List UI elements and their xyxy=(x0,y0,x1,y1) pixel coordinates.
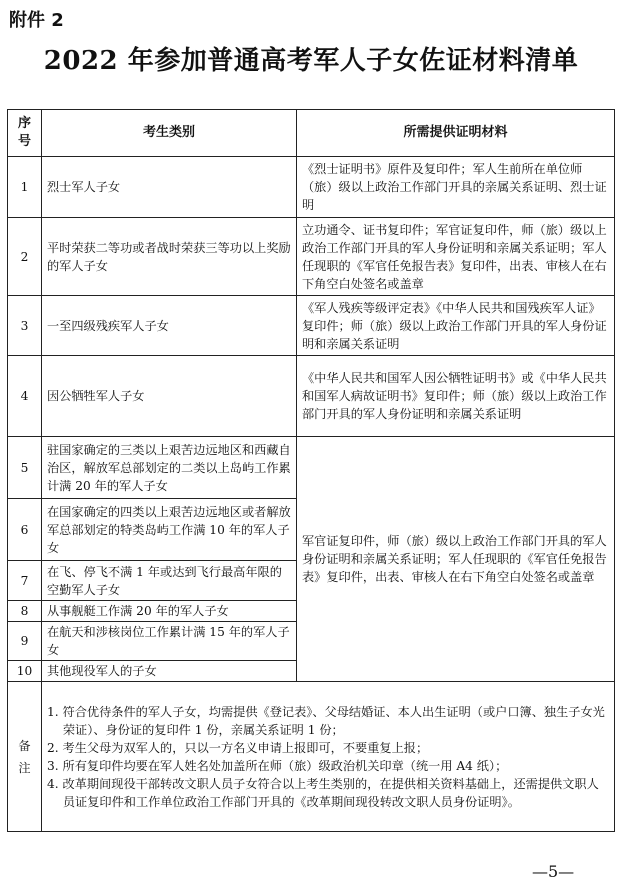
row-number: 6 xyxy=(8,499,42,561)
row-number: 9 xyxy=(8,622,42,661)
table-header-row xyxy=(8,110,615,157)
materials-table xyxy=(7,109,615,832)
row-category: 在航天和涉核岗位工作累计满 15 年的军人子女 xyxy=(42,622,297,661)
row-category: 在飞、停飞不满 1 年或达到飞行最高年限的空勤军人子女 xyxy=(42,561,297,601)
table-row xyxy=(8,157,615,218)
note-item: 1. 符合优待条件的军人子女，均需提供《登记表》、父母结婚证、本人出生证明（或户口簿、独生子女光荣证）、身份证的复印件 1 份，亲属关系证明 1 份； xyxy=(47,704,605,737)
note-item: 2. 考生父母为双军人的，只以一方名义申请上报即可，不要重复上报； xyxy=(47,740,429,755)
row-number: 3 xyxy=(8,296,42,356)
column-header-category: 考生类别 xyxy=(42,110,297,157)
table-row xyxy=(8,218,615,296)
row-category: 烈士军人子女 xyxy=(42,157,297,218)
row-number: 1 xyxy=(8,157,42,218)
row-category: 其他现役军人的子女 xyxy=(42,661,297,682)
row-category: 一至四级残疾军人子女 xyxy=(42,296,297,356)
page-number: —5— xyxy=(532,862,575,881)
notes-row xyxy=(8,682,615,832)
page-title: 2022 年参加普通高考军人子女佐证材料清单 xyxy=(43,46,579,76)
row-number: 8 xyxy=(8,601,42,622)
row-materials: 《烈士证明书》原件及复印件；军人生前所在单位师（旅）级以上政治工作部门开具的亲属关系证明、烈士证明 xyxy=(297,157,615,218)
row-category: 从事舰艇工作满 20 年的军人子女 xyxy=(42,601,297,622)
row-number: 2 xyxy=(8,218,42,296)
notes-list xyxy=(47,703,609,811)
note-item: 4. 改革期间现役干部转改文职人员子女符合以上考生类别的，在提供相关资料基础上，还需提供文职人员证复印件和工作单位政治工作部门开具的《改革期间现役转改文职人员身份证明》。 xyxy=(47,776,599,809)
row-category: 平时荣获二等功或者战时荣获三等功以上奖励的军人子女 xyxy=(42,218,297,296)
notes-label-char: 备 xyxy=(18,738,31,753)
shared-materials: 军官证复印件，师（旅）级以上政治工作部门开具的军人身份证明和亲属关系证明；军人任现职的《军官任免报告表》复印件，出表、审核人在右下角空白处签名或盖章 xyxy=(297,437,615,682)
row-category: 因公牺牲军人子女 xyxy=(42,356,297,437)
table-row xyxy=(8,356,615,437)
note-item: 3. 所有复印件均要在军人姓名处加盖所在师（旅）级政治机关印章（统一用 A4 纸）； xyxy=(47,758,508,773)
row-category: 驻国家确定的三类以上艰苦边远地区和西藏自治区，解放军总部划定的二类以上岛屿工作累计满 20 年的军人子女 xyxy=(42,437,297,499)
row-materials: 《中华人民共和国军人因公牺牲证明书》或《中华人民共和国军人病故证明书》复印件；师（旅）级以上政治工作部门开具的军人身份证明和亲属关系证明 xyxy=(297,356,615,437)
notes-label-char: 注 xyxy=(18,760,31,775)
column-header-materials: 所需提供证明材料 xyxy=(297,110,615,157)
row-number: 10 xyxy=(8,661,42,682)
row-number: 7 xyxy=(8,561,42,601)
row-materials: 《军人残疾等级评定表》《中华人民共和国残疾军人证》复印件；师（旅）级以上政治工作部门开具的军人身份证明和亲属关系证明 xyxy=(297,296,615,356)
row-number: 5 xyxy=(8,437,42,499)
notes-cell xyxy=(42,682,615,832)
table-row xyxy=(8,437,615,499)
attachment-label: 附件 2 xyxy=(9,10,64,31)
column-header-no: 序号 xyxy=(8,110,42,157)
table-row xyxy=(8,296,615,356)
row-category: 在国家确定的四类以上艰苦边远地区或者解放军总部划定的特类岛屿工作满 10 年的军人子女 xyxy=(42,499,297,561)
row-materials: 立功通令、证书复印件；军官证复印件，师（旅）级以上政治工作部门开具的军人身份证明和亲属关系证明；军人任现职的《军官任免报告表》复印件，出表、审核人在右下角空白处签名或盖章 xyxy=(297,218,615,296)
row-number: 4 xyxy=(8,356,42,437)
